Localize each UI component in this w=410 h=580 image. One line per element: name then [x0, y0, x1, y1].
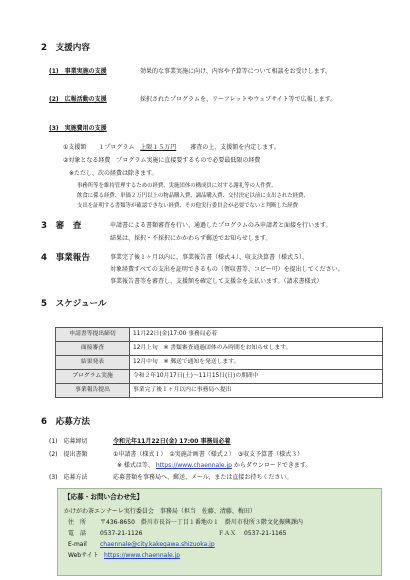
documents-label: (2) 提出書類 — [49, 451, 88, 458]
schedule-label: 結果発表 — [56, 356, 130, 370]
documents-note — [117, 462, 311, 469]
support-item-1-desc: 効果的な事業実施に向け、内容や予算等について相談をお受けします。 — [140, 68, 332, 75]
section-2-title: 2 支援内容 — [41, 43, 90, 53]
contact-website-link[interactable]: https://www.chaennale.jp — [104, 552, 181, 559]
table-row — [56, 384, 383, 398]
schedule-value: 事業完了後１ヶ月以内に事務局へ提出 — [130, 384, 383, 398]
schedule-label: 面接審査 — [56, 342, 130, 356]
contact-org: かけがわ茶エンナーレ実行委員会 事務局（担当 佐藤、清藤、梅田） — [64, 508, 256, 515]
section-6-title: 6 応募方法 — [41, 417, 90, 427]
cost-exclusion-note: ※ただし、次の経費は除きます。 — [69, 170, 158, 177]
deadline-label: (1) 応募締切 — [49, 438, 88, 445]
contact-website-label: Webサイト — [68, 552, 99, 559]
contact-email-label: E-mail — [68, 541, 87, 548]
documents-note-suffix: からダウンロードできます。 — [233, 462, 312, 469]
schedule-table — [55, 327, 383, 398]
documents-note-prefix: ※ 様式は等、 — [117, 462, 154, 469]
schedule-value: 令和２年10月17日(土)～11月15日(日)の期間中 — [130, 370, 383, 384]
cost-exclusion-3: 支出を証明する書類等が確認できない経費、その他実行委員会が必要でないと判断した経費 — [77, 203, 299, 209]
contact-phone-label: 電 話 — [68, 530, 87, 537]
cost-amount-prefix: ①支援額 １プログラム — [63, 144, 135, 151]
support-item-3-label: (3) 実施費用の支援 — [49, 125, 107, 132]
documents-value: ①申請書（様式１） ②実施計画書（様式２） ③収支予算書（様式３） — [113, 451, 304, 458]
contact-address-label: 住 所 — [68, 519, 87, 526]
method-value: 応募書類を事務局へ、郵送、メール、または直接お持ちください。 — [113, 474, 293, 481]
schedule-value: 12月上旬 ※ 書類審査通過団体のみ時間をお知らせします。 — [130, 342, 383, 356]
contact-email-link[interactable]: chaennale@city.kakegawa.shizuoka.jp — [100, 541, 215, 548]
table-row — [56, 370, 383, 384]
contact-phone: 0537-21-1126 — [100, 530, 143, 537]
contact-fax-label: ＦＡＸ — [218, 530, 237, 537]
method-label: (3) 応募方法 — [49, 474, 88, 481]
contact-fax: 0537-21-1165 — [244, 530, 287, 537]
cost-exclusion-2: 飲食に係る経費、単価２万円以上の物品購入費、調品購入費、交付決定以前に支出された経費、 — [77, 193, 309, 199]
contact-title: 【応募・お問い合わせ先】 — [64, 493, 144, 501]
schedule-value: 11月22日(金)17:00 事務局必着 — [130, 328, 383, 342]
schedule-value: 12月中旬 ※ 郵送で通知を発送します。 — [130, 356, 383, 370]
section-3-title: 3 審 査 — [41, 221, 82, 231]
table-row — [56, 328, 383, 342]
support-item-2-desc: 採択されたプログラムを、リーフレットやウェブサイト等で広報します。 — [140, 96, 337, 103]
support-item-1-label: (1) 事業実施の支援 — [49, 68, 107, 75]
schedule-label: 申請書等提出締切 — [56, 328, 130, 342]
contact-address: 〒436-8650 掛川市長谷一丁目１番地の１ 掛川市役所３階文化振興課内 — [100, 519, 303, 526]
deadline-value: 令和元年11月22日(金) 17:00 事務局必着 — [113, 438, 231, 445]
report-line-2: 対象経費すべての支出を証明できるもの（領収書等、コピー可）を提出してください。 — [110, 266, 344, 273]
review-line-2: 結果は、採択・不採択にかかわらず郵送でお知らせします。 — [110, 235, 272, 242]
report-line-1: 事業完了後１ヶ月以内に、事業報告書（様式４）、収支決算書（様式５）、 — [110, 254, 309, 261]
section-4-title: 4 事業報告 — [41, 253, 90, 263]
review-line-1: 申請書による書類審査を行い、通過したプログラムのみ申請者と面接を行います。 — [110, 222, 332, 229]
section-5-title: 5 スケジュール — [41, 299, 107, 309]
cost-amount-limit: 上限１５万円 — [140, 144, 177, 151]
schedule-label: プログラム実施 — [56, 370, 130, 384]
report-line-3: 事業報告書等を審査し、支援額を確定して支援金を支払います。（請求書様式） — [110, 278, 323, 285]
cost-amount-line — [63, 144, 280, 151]
cost-amount-note: 審査の上、支援額を内定します。 — [190, 144, 280, 151]
table-row — [56, 342, 383, 356]
cost-eligible-line: ②対象となる経費 プログラム実施に直接要するもので必要最低限の経費 — [63, 157, 261, 164]
support-item-2-label: (2) 広報活動の支援 — [49, 96, 107, 103]
cost-exclusion-1: 事務所等を維持管理するための経費、実施団体の構成員に対する謝礼等の人件費、 — [77, 183, 277, 189]
download-link[interactable]: https://www.chaennale.jp — [155, 462, 232, 469]
contact-box — [57, 488, 382, 576]
schedule-label: 事業報告提出 — [56, 384, 130, 398]
table-row — [56, 356, 383, 370]
